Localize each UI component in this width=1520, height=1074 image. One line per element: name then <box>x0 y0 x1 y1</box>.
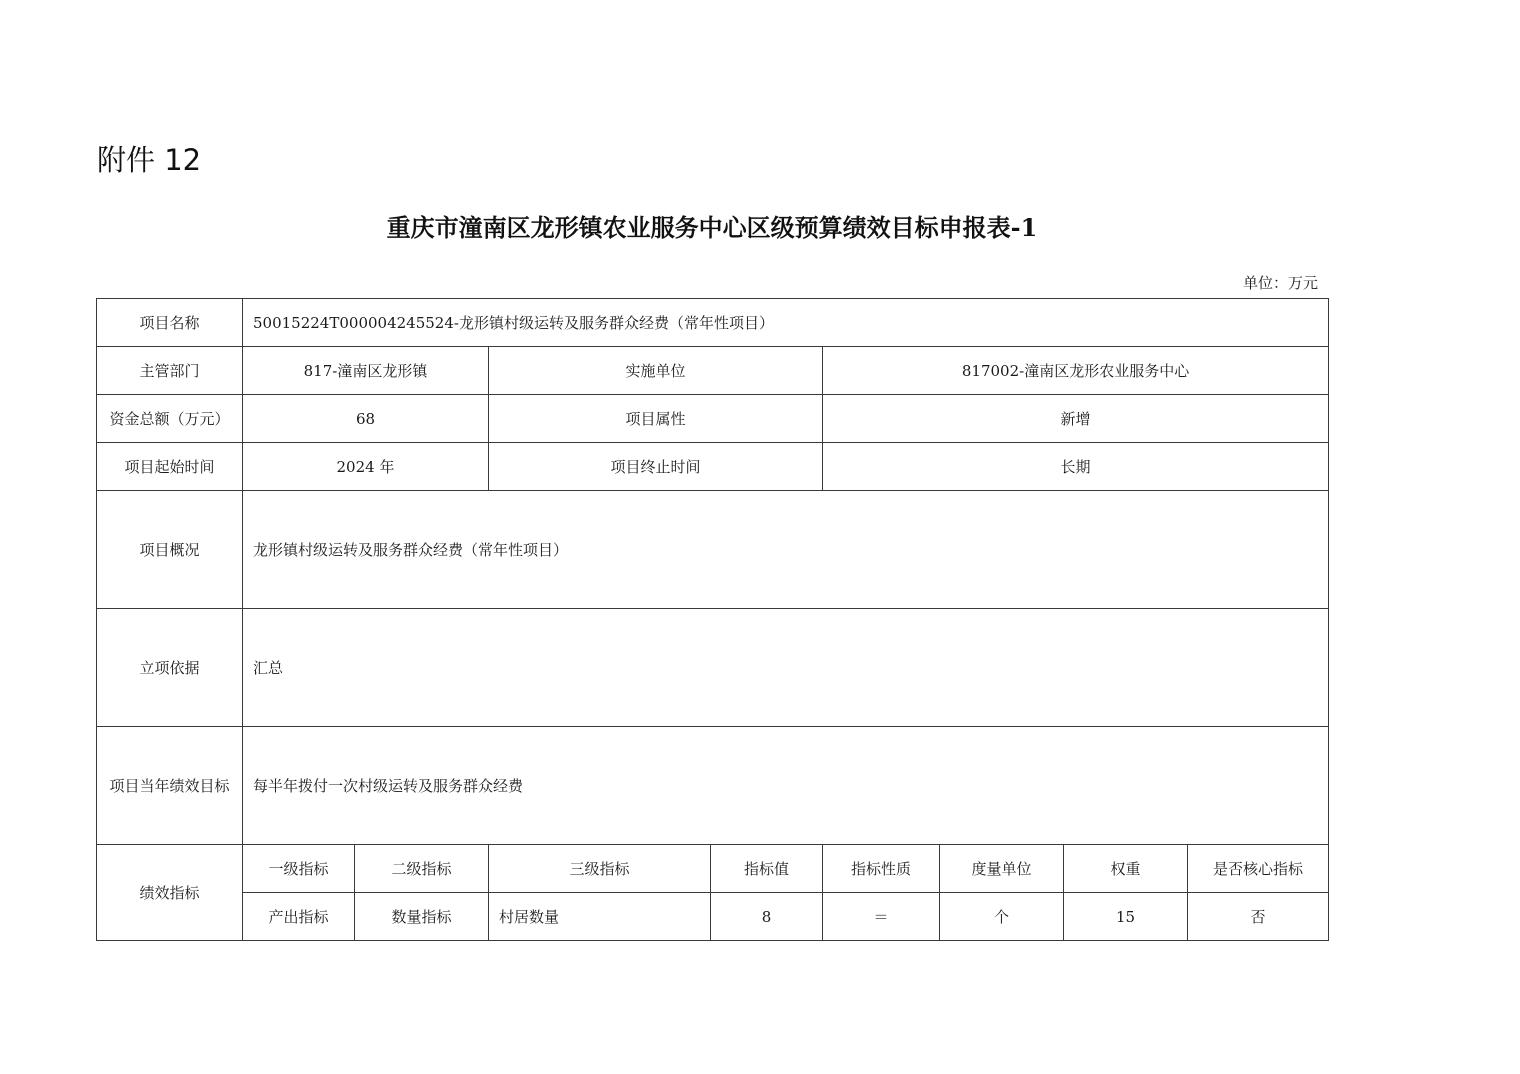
row-goal <box>97 727 1329 845</box>
start-time-label: 项目起始时间 <box>97 443 243 491</box>
row-indicator-headers <box>97 845 1329 893</box>
overview-value: 龙形镇村级运转及服务群众经费（常年性项目） <box>243 491 1329 609</box>
indicator-value: 8 <box>711 893 823 941</box>
goal-label: 项目当年绩效目标 <box>97 727 243 845</box>
indicator-header: 指标性质 <box>823 845 940 893</box>
total-funds-value: 68 <box>243 395 489 443</box>
indicator-header: 一级指标 <box>243 845 355 893</box>
row-funds <box>97 395 1329 443</box>
row-basis <box>97 609 1329 727</box>
indicator-header: 三级指标 <box>489 845 711 893</box>
total-funds-label: 资金总额（万元） <box>97 395 243 443</box>
project-name-label: 项目名称 <box>97 299 243 347</box>
indicator-header: 权重 <box>1064 845 1188 893</box>
indicator-header: 是否核心指标 <box>1188 845 1329 893</box>
impl-unit-value: 817002-潼南区龙形农业服务中心 <box>823 347 1329 395</box>
project-name-value: 50015224T000004245524-龙形镇村级运转及服务群众经费（常年性项目） <box>243 299 1329 347</box>
indicator-header: 度量单位 <box>940 845 1064 893</box>
indicator-nature: ＝ <box>823 893 940 941</box>
indicator-unit: 个 <box>940 893 1064 941</box>
row-project-name <box>97 299 1329 347</box>
annex-label: 附件 12 <box>97 143 202 177</box>
start-time-value: 2024 年 <box>243 443 489 491</box>
row-time <box>97 443 1329 491</box>
basis-value: 汇总 <box>243 609 1329 727</box>
performance-target-form <box>96 298 1329 941</box>
row-overview <box>97 491 1329 609</box>
end-time-value: 长期 <box>823 443 1329 491</box>
basis-label: 立项依据 <box>97 609 243 727</box>
goal-value: 每半年拨付一次村级运转及服务群众经费 <box>243 727 1329 845</box>
table-row <box>97 893 1329 941</box>
indicator-level2: 数量指标 <box>355 893 489 941</box>
dept-label: 主管部门 <box>97 347 243 395</box>
indicator-weight: 15 <box>1064 893 1188 941</box>
indicator-level3: 村居数量 <box>489 893 711 941</box>
indicators-label: 绩效指标 <box>97 845 243 941</box>
indicator-core: 否 <box>1188 893 1329 941</box>
page-title: 重庆市潼南区龙形镇农业服务中心区级预算绩效目标申报表-1 <box>386 213 1038 242</box>
impl-unit-label: 实施单位 <box>489 347 823 395</box>
overview-label: 项目概况 <box>97 491 243 609</box>
project-attr-value: 新增 <box>823 395 1329 443</box>
indicator-level1: 产出指标 <box>243 893 355 941</box>
dept-value: 817-潼南区龙形镇 <box>243 347 489 395</box>
row-department <box>97 347 1329 395</box>
indicator-header: 二级指标 <box>355 845 489 893</box>
end-time-label: 项目终止时间 <box>489 443 823 491</box>
indicator-header: 指标值 <box>711 845 823 893</box>
unit-note: 单位：万元 <box>1242 274 1318 292</box>
project-attr-label: 项目属性 <box>489 395 823 443</box>
